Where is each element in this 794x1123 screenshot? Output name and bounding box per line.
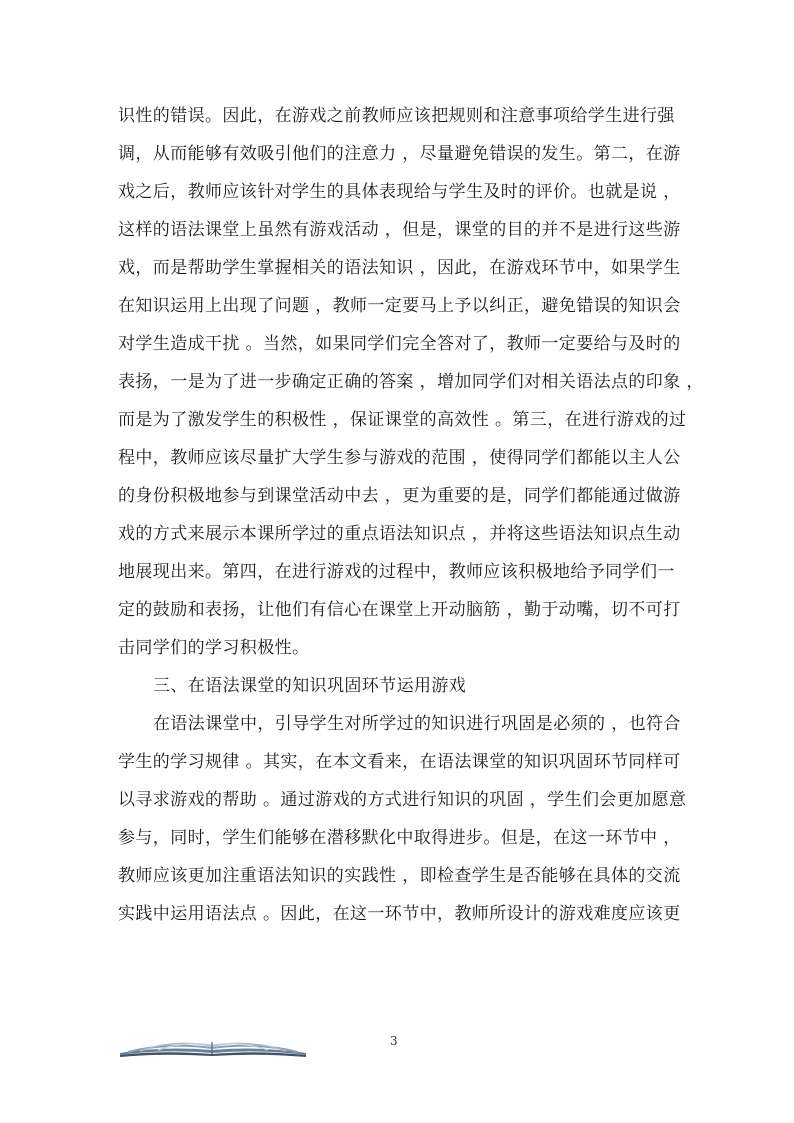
- text-line: 戏之后，教师应该针对学生的具体表现给与学生及时的评价。也就是说 ，: [118, 182, 681, 202]
- text-line: 识性的错误。因此，在游戏之前教师应该把规则和注意事项给学生进行强: [118, 106, 675, 126]
- text-line: 表扬，一是为了进一步确定正确的答案 ，增加同学们对相关语法点的印象 ，: [118, 372, 704, 392]
- text-line: 程中，教师应该尽量扩大学生参与游戏的范围 ，使得同学们都能以主人公: [118, 448, 681, 468]
- text-line: 以寻求游戏的帮助 。通过游戏的方式进行知识的巩固 ，学生们会更加愿意: [118, 790, 687, 810]
- text-line: 在语法课堂中，引导学生对所学过的知识进行巩固是必须的 ，也符合: [153, 714, 681, 734]
- open-book-icon: [118, 1036, 308, 1058]
- text-line: 而是为了激发学生的积极性 ，保证课堂的高效性 。第三，在进行游戏的过: [118, 410, 687, 430]
- text-line: 定的鼓励和表扬，让他们有信心在课堂上开动脑筋 ，勤于动嘴，切不可打: [118, 600, 681, 620]
- document-body: [118, 97, 704, 933]
- text-line: 地展现出来。第四，在进行游戏的过程中，教师应该积极地给予同学们一: [118, 562, 675, 582]
- text-line: 实践中运用语法点 。因此，在这一环节中，教师所设计的游戏难度应该更: [118, 904, 681, 924]
- text-line: 这样的语法课堂上虽然有游戏活动 ，但是，课堂的目的并不是进行这些游: [118, 220, 681, 240]
- text-line: 调，从而能够有效吸引他们的注意力 ，尽量避免错误的发生。第二，在游: [118, 144, 681, 164]
- text-line: 学生的学习规律 。其实，在本文看来，在语法课堂的知识巩固环节同样可: [118, 752, 681, 772]
- text-line: 参与，同时，学生们能够在潜移默化中取得进步。但是，在这一环节中 ，: [118, 828, 681, 848]
- text-line: 戏的方式来展示本课所学过的重点语法知识点 ，并将这些语法知识点生动: [118, 524, 681, 544]
- text-line: 对学生造成干扰 。当然，如果同学们完全答对了，教师一定要给与及时的: [118, 334, 681, 354]
- page-number: 3: [390, 1034, 398, 1048]
- text-line: 击同学们的学习积极性。: [118, 638, 310, 658]
- section-heading: 三、在语法课堂的知识巩固环节运用游戏: [153, 676, 467, 696]
- text-line: 的身份积极地参与到课堂活动中去 ，更为重要的是，同学们都能通过做游: [118, 486, 681, 506]
- text-line: 戏，而是帮助学生掌握相关的语法知识 ，因此，在游戏环节中，如果学生: [118, 258, 681, 278]
- text-line: 教师应该更加注重语法知识的实践性 ，即检查学生是否能够在具体的交流: [118, 866, 681, 886]
- text-line: 在知识运用上出现了问题 ，教师一定要马上予以纠正，避免错误的知识会: [118, 296, 681, 316]
